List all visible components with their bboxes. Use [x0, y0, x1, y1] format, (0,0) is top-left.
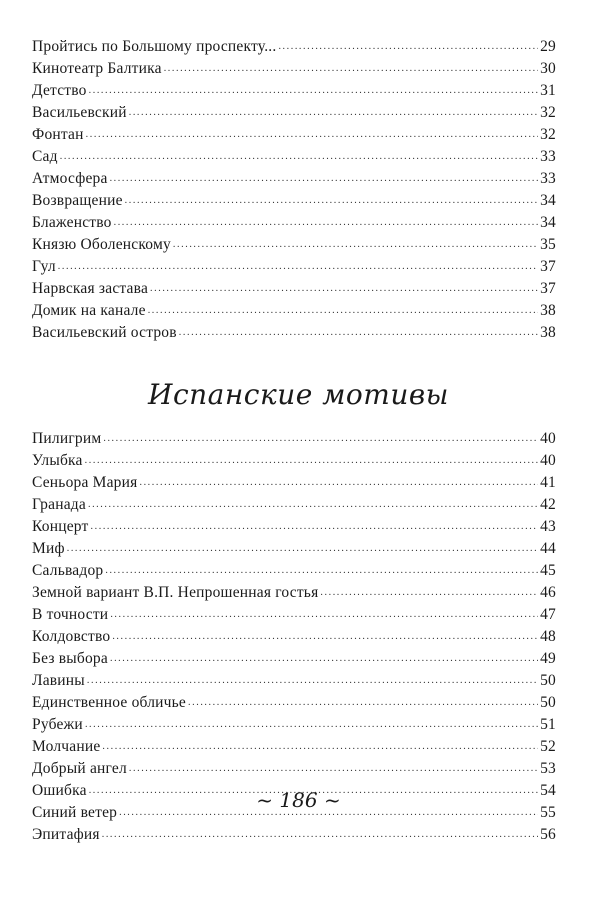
toc-entry	[32, 626, 556, 648]
toc-entry	[32, 494, 556, 516]
toc-entry-page: 33	[540, 148, 556, 165]
toc-entry-title: Нарвская застава	[32, 280, 149, 297]
toc-entry-page: 50	[540, 672, 556, 689]
toc-entry-page: 55	[540, 804, 556, 821]
toc-leader-dots	[67, 538, 538, 560]
toc-entry-page: 38	[540, 302, 556, 319]
toc-entry-title: Васильевский	[32, 104, 127, 121]
toc-leader-dots	[150, 278, 538, 300]
toc-leader-dots	[87, 670, 538, 692]
toc-entry	[32, 322, 556, 344]
toc-leader-dots	[129, 758, 538, 780]
toc-leader-dots	[112, 626, 538, 648]
toc-entry	[32, 604, 556, 626]
toc-entry-title: Блаженство	[32, 214, 112, 231]
toc-leader-dots	[164, 58, 538, 80]
toc-leader-dots	[188, 692, 538, 714]
toc-entry	[32, 758, 556, 780]
toc-entry	[32, 450, 556, 472]
toc-entry-title: Гул	[32, 258, 56, 275]
toc-entry	[32, 582, 556, 604]
toc-list-first	[32, 36, 556, 344]
toc-entry-title: Сальвадор	[32, 562, 104, 579]
toc-entry-page: 30	[540, 60, 556, 77]
toc-leader-dots	[91, 516, 539, 538]
toc-entry-title: Эпитафия	[32, 826, 100, 843]
toc-entry	[32, 102, 556, 124]
toc-entry-title: В точности	[32, 606, 109, 623]
toc-entry-title: Атмосфера	[32, 170, 108, 187]
toc-entry-title: Концерт	[32, 518, 89, 535]
toc-entry-title: Гранада	[32, 496, 86, 513]
toc-entry-title: Ошибка	[32, 782, 87, 799]
toc-entry-page: 43	[540, 518, 556, 535]
toc-entry-title: Пилигрим	[32, 430, 102, 447]
toc-entry-page: 31	[540, 82, 556, 99]
toc-entry-title: Фонтан	[32, 126, 84, 143]
toc-entry-title: Земной вариант В.П. Непрошенная гостья	[32, 584, 319, 601]
toc-entry-page: 33	[540, 170, 556, 187]
toc-entry-page: 34	[540, 192, 556, 209]
toc-entry-title: Миф	[32, 540, 65, 557]
toc-leader-dots	[320, 582, 538, 604]
toc-entry-title: Детство	[32, 82, 87, 99]
toc-entry	[32, 168, 556, 190]
section-heading: Испанские мотивы	[148, 378, 449, 411]
toc-entry-title: Лавины	[32, 672, 85, 689]
toc-entry	[32, 58, 556, 80]
toc-entry	[32, 124, 556, 146]
toc-entry-title: Улыбка	[32, 452, 83, 469]
toc-leader-dots	[110, 604, 538, 626]
page-number: ~ 186 ~	[256, 788, 341, 812]
toc-entry	[32, 648, 556, 670]
toc-leader-dots	[105, 560, 538, 582]
toc-entry	[32, 256, 556, 278]
toc-leader-dots	[89, 80, 538, 102]
toc-entry-page: 53	[540, 760, 556, 777]
toc-entry-page: 40	[540, 430, 556, 447]
toc-entry-page: 52	[540, 738, 556, 755]
toc-entry-page: 49	[540, 650, 556, 667]
toc-entry-title: Домик на канале	[32, 302, 146, 319]
toc-entry-page: 32	[540, 104, 556, 121]
toc-leader-dots	[85, 714, 538, 736]
toc-entry	[32, 234, 556, 256]
toc-entry-title: Синий ветер	[32, 804, 118, 821]
toc-leader-dots	[125, 190, 538, 212]
toc-entry-title: Возвращение	[32, 192, 123, 209]
toc-entry-page: 46	[540, 584, 556, 601]
toc-entry	[32, 516, 556, 538]
toc-entry	[32, 146, 556, 168]
toc-entry-page: 47	[540, 606, 556, 623]
toc-list-second	[32, 428, 556, 846]
toc-entry	[32, 80, 556, 102]
toc-leader-dots	[278, 36, 538, 58]
toc-leader-dots	[102, 824, 538, 846]
toc-entry-page: 45	[540, 562, 556, 579]
toc-entry-page: 44	[540, 540, 556, 557]
toc-entry-page: 37	[540, 280, 556, 297]
toc-entry-page: 42	[540, 496, 556, 513]
toc-entry-title: Молчание	[32, 738, 101, 755]
toc-entry-page: 48	[540, 628, 556, 645]
toc-entry-title: Пройтись по Большому проспекту...	[32, 38, 277, 55]
toc-entry	[32, 428, 556, 450]
toc-entry-title: Колдовство	[32, 628, 111, 645]
toc-entry	[32, 560, 556, 582]
toc-leader-dots	[88, 494, 538, 516]
toc-entry-title: Кинотеатр Балтика	[32, 60, 162, 77]
toc-entry-page: 35	[540, 236, 556, 253]
toc-leader-dots	[58, 256, 538, 278]
toc-leader-dots	[114, 212, 538, 234]
toc-leader-dots	[60, 146, 538, 168]
toc-entry-page: 56	[540, 826, 556, 843]
toc-entry	[32, 670, 556, 692]
toc-leader-dots	[110, 648, 538, 670]
toc-entry-title: Без выбора	[32, 650, 108, 667]
toc-entry-page: 37	[540, 258, 556, 275]
toc-entry-title: Единственное обличье	[32, 694, 187, 711]
toc-entry-title: Добрый ангел	[32, 760, 127, 777]
toc-entry	[32, 300, 556, 322]
toc-entry	[32, 714, 556, 736]
toc-entry-title: Васильевский остров	[32, 324, 177, 341]
toc-leader-dots	[85, 450, 538, 472]
toc-entry	[32, 278, 556, 300]
toc-entry-page: 41	[540, 474, 556, 491]
toc-entry-page: 54	[540, 782, 556, 799]
toc-leader-dots	[148, 300, 538, 322]
toc-entry	[32, 692, 556, 714]
toc-leader-dots	[86, 124, 538, 146]
toc-entry-page: 29	[540, 38, 556, 55]
toc-leader-dots	[102, 736, 538, 758]
toc-entry	[32, 472, 556, 494]
toc-leader-dots	[173, 234, 538, 256]
toc-entry-title: Князю Оболенскому	[32, 236, 171, 253]
toc-entry-page: 32	[540, 126, 556, 143]
toc-entry-page: 51	[540, 716, 556, 733]
toc-entry	[32, 36, 556, 58]
toc-leader-dots	[179, 322, 538, 344]
toc-entry-page: 40	[540, 452, 556, 469]
toc-leader-dots	[129, 102, 538, 124]
toc-leader-dots	[139, 472, 538, 494]
toc-entry	[32, 190, 556, 212]
toc-entry-title: Рубежи	[32, 716, 83, 733]
toc-leader-dots	[110, 168, 539, 190]
toc-entry-page: 50	[540, 694, 556, 711]
toc-entry	[32, 824, 556, 846]
toc-entry-page: 38	[540, 324, 556, 341]
toc-entry	[32, 212, 556, 234]
toc-entry	[32, 538, 556, 560]
toc-leader-dots	[103, 428, 538, 450]
toc-entry	[32, 736, 556, 758]
toc-entry-page: 34	[540, 214, 556, 231]
toc-entry-title: Сад	[32, 148, 58, 165]
toc-entry-title: Сеньора Мария	[32, 474, 138, 491]
